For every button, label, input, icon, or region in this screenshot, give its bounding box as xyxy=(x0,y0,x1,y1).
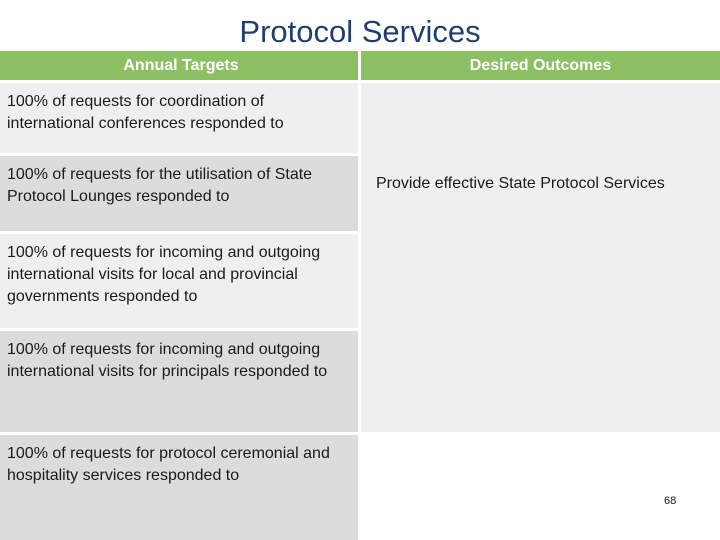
desired-outcome-text: Provide effective State Protocol Services xyxy=(376,175,665,192)
annual-target-cell: 100% of requests for coordination of international conferences responded to xyxy=(0,83,358,153)
desired-outcome-empty-cell xyxy=(361,435,720,540)
annual-target-cell: 100% of requests for the utilisation of State Protocol Lounges responded to xyxy=(0,156,358,231)
page-number: 68 xyxy=(664,495,677,507)
annual-targets-header: Annual Targets xyxy=(0,51,358,80)
desired-outcome-cell xyxy=(361,83,720,432)
slide-title: Protocol Services xyxy=(239,14,481,49)
annual-target-cell: 100% of requests for protocol ceremonial and hospitality services responded to xyxy=(0,435,358,540)
desired-outcomes-header: Desired Outcomes xyxy=(361,51,720,80)
annual-target-cell: 100% of requests for incoming and outgoing international visits for local and provincial governments responded to xyxy=(0,234,358,328)
annual-target-cell: 100% of requests for incoming and outgoing international visits for principals responded to xyxy=(0,331,358,432)
